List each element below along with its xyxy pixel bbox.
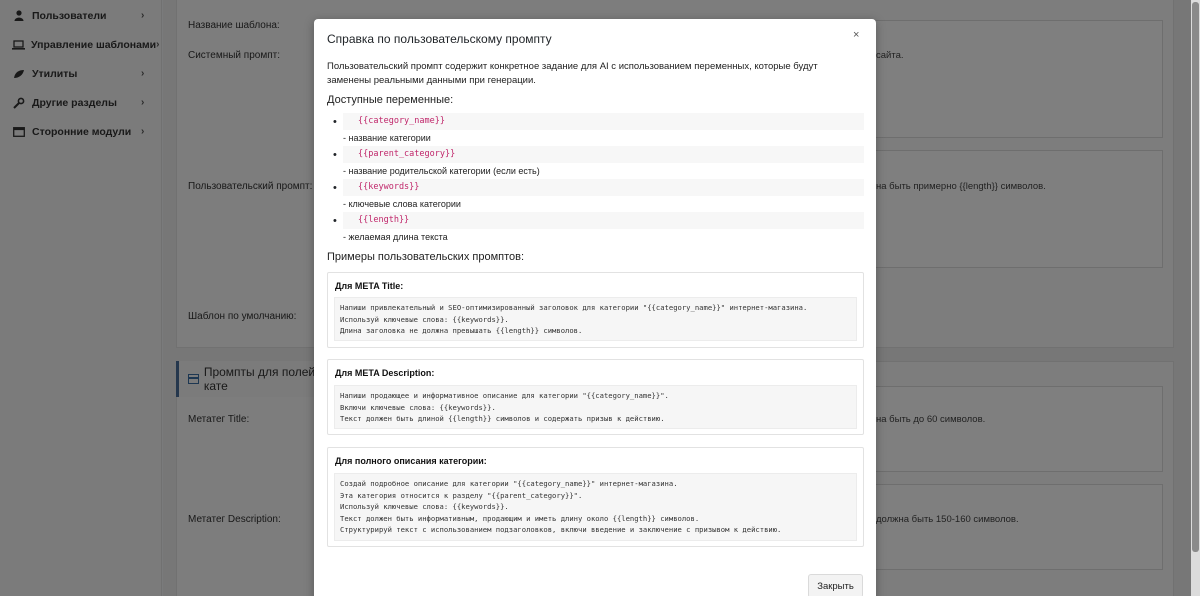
example-code: Напиши продающее и информативное описание для категории "{{category_name}}". Включи ключевые слова: {{keywords}}. Текст должен быть длиной {{length}} символов и содержать призыв к действию. xyxy=(334,385,857,429)
variables-heading: Доступные переменные: xyxy=(327,94,454,106)
modal-title: Справка по пользовательскому промпту xyxy=(327,32,552,46)
list-item xyxy=(327,146,864,163)
example-code: Создай подробное описание для категории "{{category_name}}" интернет-магазина. Эта категория относится к разделу "{{parent_category}}". Используй ключевые слова: {{keywords}}. Текст должен быть информативным, продающим и иметь длину около {{length}} символов. Структурируй текст с использованием подзаголовков, включи введение и заключение с призывом к действию. xyxy=(334,473,857,541)
close-icon[interactable]: × xyxy=(853,29,860,41)
example-title: Для META Description: xyxy=(335,368,435,378)
variable-description: - желаемая длина текста xyxy=(343,232,448,242)
close-button[interactable]: Закрыть xyxy=(808,574,863,596)
variable-description: - ключевые слова категории xyxy=(343,199,461,209)
example-title: Для META Title: xyxy=(335,281,404,291)
example-title: Для полного описания категории: xyxy=(335,456,487,466)
bullet-icon: • xyxy=(333,149,337,161)
variable-code: {{keywords}} xyxy=(343,179,864,196)
bullet-icon: • xyxy=(333,215,337,227)
variable-description: - название родительской категории (если есть) xyxy=(343,166,540,176)
scrollbar-thumb[interactable] xyxy=(1192,2,1199,552)
list-item xyxy=(327,113,864,130)
help-modal xyxy=(314,19,876,596)
example-card xyxy=(327,359,864,435)
example-card xyxy=(327,272,864,348)
list-item xyxy=(327,212,864,229)
variable-code: {{category_name}} xyxy=(343,113,864,130)
example-card xyxy=(327,447,864,547)
modal-description: Пользовательский промпт содержит конкретное задание для AI с использованием переменных, которые будут заменены реальными данными при генерации. xyxy=(327,61,818,86)
page-scrollbar[interactable] xyxy=(1191,0,1200,596)
variable-description: - название категории xyxy=(343,133,431,143)
bullet-icon: • xyxy=(333,116,337,128)
variable-code: {{length}} xyxy=(343,212,864,229)
examples-heading: Примеры пользовательских промптов: xyxy=(327,251,525,263)
variables-list xyxy=(327,113,864,245)
variable-code: {{parent_category}} xyxy=(343,146,864,163)
bullet-icon: • xyxy=(333,182,337,194)
list-item xyxy=(327,179,864,196)
example-code: Напиши привлекательный и SEO-оптимизированный заголовок для категории "{{category_name}}" интернет-магазина. Используй ключевые слова: {{keywords}}. Длина заголовка не должна превышать {{length}} символов. xyxy=(334,297,857,341)
